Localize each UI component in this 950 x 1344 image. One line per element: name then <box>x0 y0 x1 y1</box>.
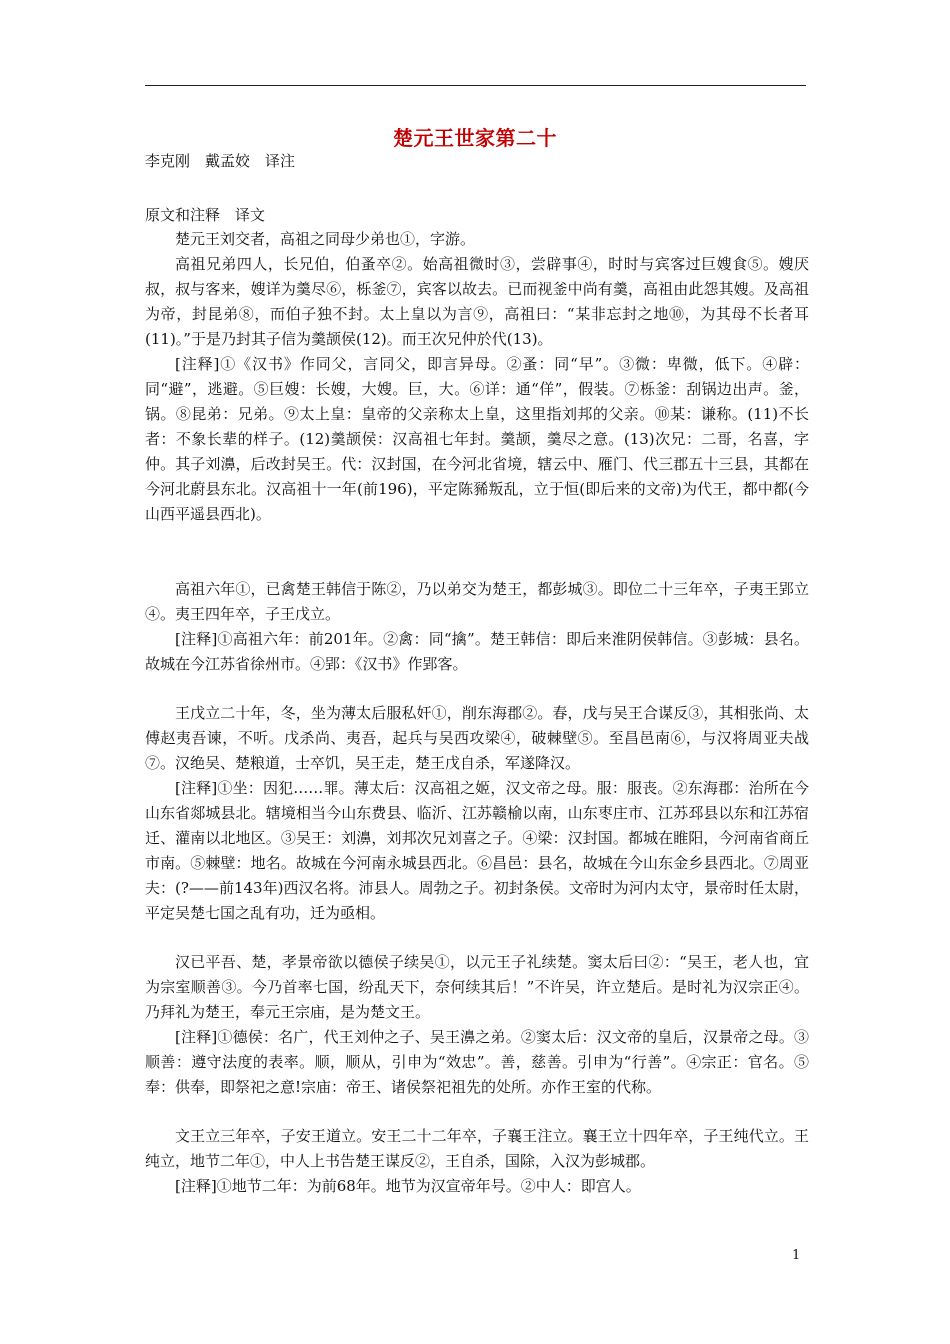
section-heading: 原文和注释 译文 <box>145 206 266 224</box>
annotation: [注释]①坐：因犯……罪。薄太后：汉高祖之姬，汉文帝之母。服：服丧。②东海郡：治所在今山东省郯城县北。辖境相当今山东费县、临沂、江苏赣榆以南，山东枣庄市、江苏邳县以东和江苏宿迁、灌南以北地区。③吴王：刘濞，刘邦次兄刘喜之子。④梁：汉封国。都城在睢阳，今河南省商丘市南。⑤棘壁：地名。故城在今河南永城县西北。⑥昌邑：县名，故城在今山东金乡县西北。⑦周亚夫：(?——前143年)西汉名将。沛县人。周勃之子。初封条侯。文帝时为河内太守，景帝时任太尉，平定吴楚七国之乱有功，迁为亟相。 <box>145 779 809 922</box>
annotation: [注释]①《汉书》作同父，言同父，即言异母。②蚤：同“早”。③微：卑微，低下。④辟：同“避”，逃避。⑤巨嫂：长嫂，大嫂。巨，大。⑥详：通“佯”，假装。⑦栎釜：刮锅边出声。釜，锅。⑧昆弟：兄弟。⑨太上皇：皇帝的父亲称太上皇，这里指刘邦的父亲。⑩某：谦称。(11)不长者：不象长辈的样子。(12)羹颉侯：汉高祖七年封。羹颉，羹尽之意。(13)次兄：二哥，名喜，字仲。其子刘濞，后改封吴王。代：汉封国，在今河北省境，辖云中、雁门、代三郡五十三县，其都在今河北蔚县东北。汉高祖十一年(前196)，平定陈豨叛乱，立于恒(即后来的文帝)为代王，都中都(今山西平遥县西北)。 <box>145 355 809 523</box>
author-line: 李克刚 戴孟姣 译注 <box>145 152 296 170</box>
paragraph: 楚元王刘交者，高祖之同母少弟也①，字游。 <box>175 230 476 248</box>
page-number: 1 <box>792 1248 801 1263</box>
spacer <box>145 677 809 701</box>
header-rule <box>145 85 806 86</box>
spacer <box>145 1100 809 1124</box>
paragraph: 汉已平吾、楚，孝景帝欲以德侯子续吴①，以元王子礼续楚。窦太后曰②：“吴王，老人也，宜为宗室顺善③。今乃首率七国，纷乱天下，奈何续其后！”不许吴，许立楚后。是时礼为汉宗正④。乃拜礼为楚王，奉元王宗庙，是为楚文王。 <box>145 953 809 1021</box>
page-title: 楚元王世家第二十 <box>393 126 557 150</box>
annotation: [注释]①地节二年：为前68年。地节为汉宣帝年号。②中人：即宫人。 <box>175 1177 641 1195</box>
document-body <box>145 203 809 1199</box>
paragraph: 王戊立二十年，冬，坐为薄太后服私奸①，削东海郡②。春，戊与吴王合谋反③，其相张尚、太傅赵夷吾谏，不听。戊杀尚、夷吾，起兵与吴西攻梁④，破棘壁⑤。至昌邑南⑥，与汉将周亚夫战⑦。汉绝吴、楚粮道，士卒饥，吴王走，楚王戊自杀，军遂降汉。 <box>145 704 809 772</box>
paragraph: 高祖兄弟四人，长兄伯，伯蚤卒②。始高祖微时③，尝辟事④，时时与宾客过巨嫂食⑤。嫂厌叔，叔与客来，嫂详为羹尽⑥，栎釜⑦，宾客以故去。已而视釜中尚有羹，高祖由此怨其嫂。及高祖为帝，封昆弟⑧，而伯子独不封。太上皇以为言⑨，高祖曰：“某非忘封之地⑩，为其母不长者耳(11)。”于是乃封其子信为羹颉侯(12)。而王次兄仲於代(13)。 <box>145 255 809 348</box>
spacer <box>145 926 809 950</box>
annotation: [注释]①高祖六年：前201年。②禽：同“擒”。楚王韩信：即后来淮阴侯韩信。③彭城：县名。故城在今江苏省徐州市。④郢：《汉书》作郢客。 <box>145 630 809 673</box>
spacer <box>145 527 809 577</box>
paragraph: 文王立三年卒，子安王道立。安王二十二年卒，子襄王注立。襄王立十四年卒，子王纯代立。王纯立，地节二年①，中人上书告楚王谋反②，王自杀，国除，入汉为彭城郡。 <box>145 1127 809 1170</box>
paragraph: 高祖六年①，已禽楚王韩信于陈②，乃以弟交为楚王，都彭城③。即位二十三年卒，子夷王郢立④。夷王四年卒，子王戊立。 <box>145 580 809 623</box>
annotation: [注释]①德侯：名广，代王刘仲之子、吴王濞之弟。②窦太后：汉文帝的皇后，汉景帝之母。③顺善：遵守法度的表率。顺，顺从，引申为“效忠”。善，慈善。引申为“行善”。④宗正：官名。⑤奉：供奉，即祭祀之意!宗庙：帝王、诸侯祭祀祖先的处所。亦作王室的代称。 <box>145 1028 809 1096</box>
